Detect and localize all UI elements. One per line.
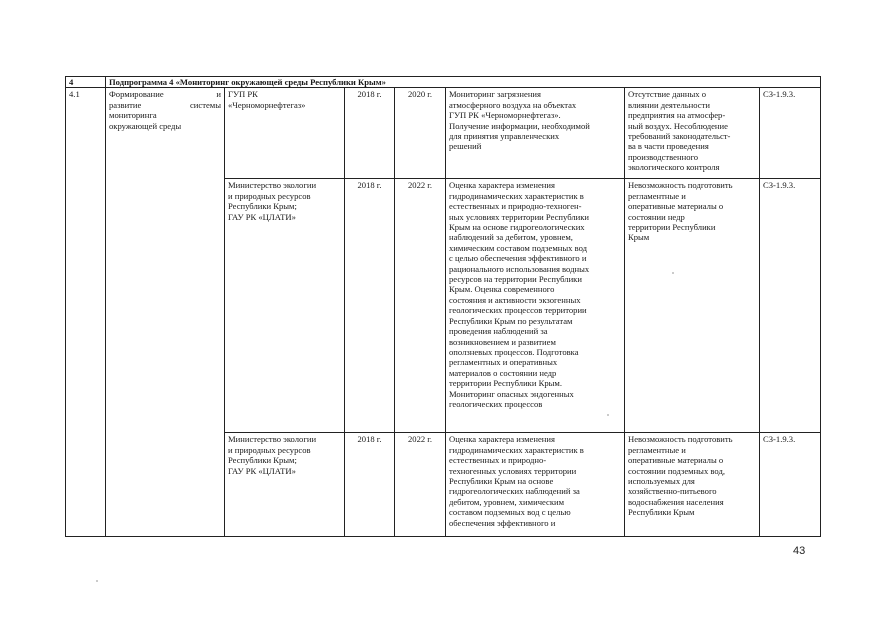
content-line: обеспечения эффективного и <box>449 517 556 528</box>
item-name-word: системы <box>189 99 221 110</box>
content-cell <box>446 88 625 179</box>
content-line: гидродинамических характеристик в <box>449 190 584 201</box>
content-line: состояния и активности экзогенных <box>449 294 581 305</box>
scan-speck <box>672 272 674 274</box>
start-year: 2018 г. <box>345 433 395 537</box>
content-line: Получение информации, необходимой <box>449 120 590 131</box>
consequence-line: состоянии недр <box>628 211 685 222</box>
consequence-line: состоянии подземных вод, <box>628 465 725 476</box>
start-year: 2018 г. <box>345 179 395 433</box>
code-cell: СЗ-1.9.3. <box>760 88 821 179</box>
consequence-cell <box>625 433 760 537</box>
content-line: решений <box>449 141 482 152</box>
content-line: Мониторинг загрязнения <box>449 89 541 100</box>
item-name-line: окружающей среды <box>109 120 182 131</box>
content-line: наблюдений за дебитом, уровнем, <box>449 232 573 243</box>
executor-line: и природных ресурсов <box>228 190 311 201</box>
executor-cell <box>225 179 345 433</box>
start-year: 2018 г. <box>345 88 395 179</box>
executor-line: ГАУ РК «ЦЛАТИ» <box>228 211 296 222</box>
content-line: составом подземных вод с целью <box>449 507 571 518</box>
subprogram-number: 4 <box>66 77 106 88</box>
content-line: материалов о состоянии недр <box>449 367 557 378</box>
content-line: ных условиях территории Республики <box>449 211 590 222</box>
consequence-line: оперативные материалы о <box>628 201 724 212</box>
content-line: гидродинамических характеристик в <box>449 444 584 455</box>
consequence-line: регламентные и <box>628 444 686 455</box>
executor-cell <box>225 88 345 179</box>
content-line: для принятия управленческих <box>449 131 560 142</box>
scan-speck <box>607 414 609 416</box>
content-line: Оценка характера изменения <box>449 434 555 445</box>
content-line: оползневых процессов. Подготовка <box>449 346 579 357</box>
content-line: с целью обеспечения эффективного и <box>449 253 587 264</box>
content-line: возникновением и развитием <box>449 336 556 347</box>
content-line: геологических процессов территории <box>449 305 587 316</box>
code-cell: СЗ-1.9.3. <box>760 433 821 537</box>
content-cell <box>446 179 625 433</box>
item-name-word: и <box>216 89 221 100</box>
consequence-line: оперативные материалы о <box>628 455 724 466</box>
consequence-line: предприятия на атмосфер- <box>628 110 726 121</box>
table-row <box>66 88 821 179</box>
subprogram-title: Подпрограмма 4 «Мониторинг окружающей среды Республики Крым» <box>106 77 821 88</box>
end-year: 2020 г. <box>395 88 446 179</box>
content-line: проведения наблюдений за <box>449 326 548 337</box>
consequence-cell <box>625 179 760 433</box>
content-line: химическим составом подземных вод <box>449 242 588 253</box>
executor-line: ГАУ РК «ЦЛАТИ» <box>228 465 296 476</box>
consequence-line: ный воздух. Несоблюдение <box>628 120 728 131</box>
content-line: территории Республики Крым. <box>449 378 562 389</box>
executor-line: Министерство экологии <box>228 434 317 445</box>
executor-line: и природных ресурсов <box>228 444 311 455</box>
content-line: ресурсов на территории Республики <box>449 274 582 285</box>
content-line: рационального использования водных <box>449 263 590 274</box>
end-year: 2022 г. <box>395 179 446 433</box>
consequence-line: используемых для <box>628 476 695 487</box>
executor-line: Министерство экологии <box>228 180 317 191</box>
executor-line: Республики Крым; <box>228 455 297 466</box>
item-name <box>106 88 225 537</box>
consequence-line: регламентные и <box>628 190 686 201</box>
consequence-line: влиянии деятельности <box>628 99 710 110</box>
consequence-line: территории Республики <box>628 222 716 233</box>
content-line: Оценка характера изменения <box>449 180 555 191</box>
content-line: Мониторинг опасных эндогенных <box>449 388 574 399</box>
content-line: Республики Крым по результатам <box>449 315 573 326</box>
content-line: атмосферного воздуха на объектах <box>449 99 577 110</box>
content-line: естественных и природно-техноген- <box>449 201 582 212</box>
executor-line: «Черноморнефтегаз» <box>228 99 306 110</box>
executor-cell <box>225 433 345 537</box>
item-name-word: развитие <box>109 99 142 110</box>
end-year: 2022 г. <box>395 433 446 537</box>
consequence-line: Невозможность подготовить <box>628 434 733 445</box>
item-name-word: Формирование <box>109 89 164 100</box>
consequence-line: ва в части проведения <box>628 141 709 152</box>
page-number: 43 <box>793 545 806 557</box>
consequence-cell <box>625 88 760 179</box>
content-line: геологических процессов <box>449 398 543 409</box>
executor-line: Республики Крым; <box>228 201 297 212</box>
item-name-line <box>109 89 221 99</box>
content-line: дебитом, уровнем, химическим <box>449 496 565 507</box>
content-line: гидрогеологических наблюдений за <box>449 486 580 497</box>
content-line: Республики Крым на основе <box>449 476 554 487</box>
subprogram-row <box>66 77 821 88</box>
content-line: естественных и природно- <box>449 455 547 466</box>
content-line: Крым. Оценка современного <box>449 284 555 295</box>
content-line: ГУП РК «Черноморнефтегаз». <box>449 110 561 121</box>
content-line: регламентных и оперативных <box>449 357 558 368</box>
consequence-line: производственного <box>628 151 699 162</box>
code-cell: СЗ-1.9.3. <box>760 179 821 433</box>
executor-line: ГУП РК <box>228 89 258 100</box>
consequence-line: экологического контроля <box>628 162 720 173</box>
content-line: Крым на основе гидрогеологических <box>449 222 585 233</box>
consequence-line: водоснабжения населения <box>628 496 724 507</box>
consequence-line: хозяйственно-питьевого <box>628 486 717 497</box>
scan-speck <box>96 580 98 582</box>
program-table <box>65 76 821 537</box>
consequence-line: Республики Крым <box>628 507 695 518</box>
item-name-line: мониторинга <box>109 110 157 121</box>
item-name-lines <box>109 89 221 131</box>
consequence-line: Невозможность подготовить <box>628 180 733 191</box>
item-number: 4.1 <box>66 88 106 537</box>
consequence-line: Отсутствие данных о <box>628 89 707 100</box>
content-line: техногенных условиях территории <box>449 465 577 476</box>
consequence-line: требований законодательст- <box>628 131 731 142</box>
consequence-line: Крым <box>628 232 650 243</box>
item-name-line <box>109 100 221 110</box>
content-cell <box>446 433 625 537</box>
